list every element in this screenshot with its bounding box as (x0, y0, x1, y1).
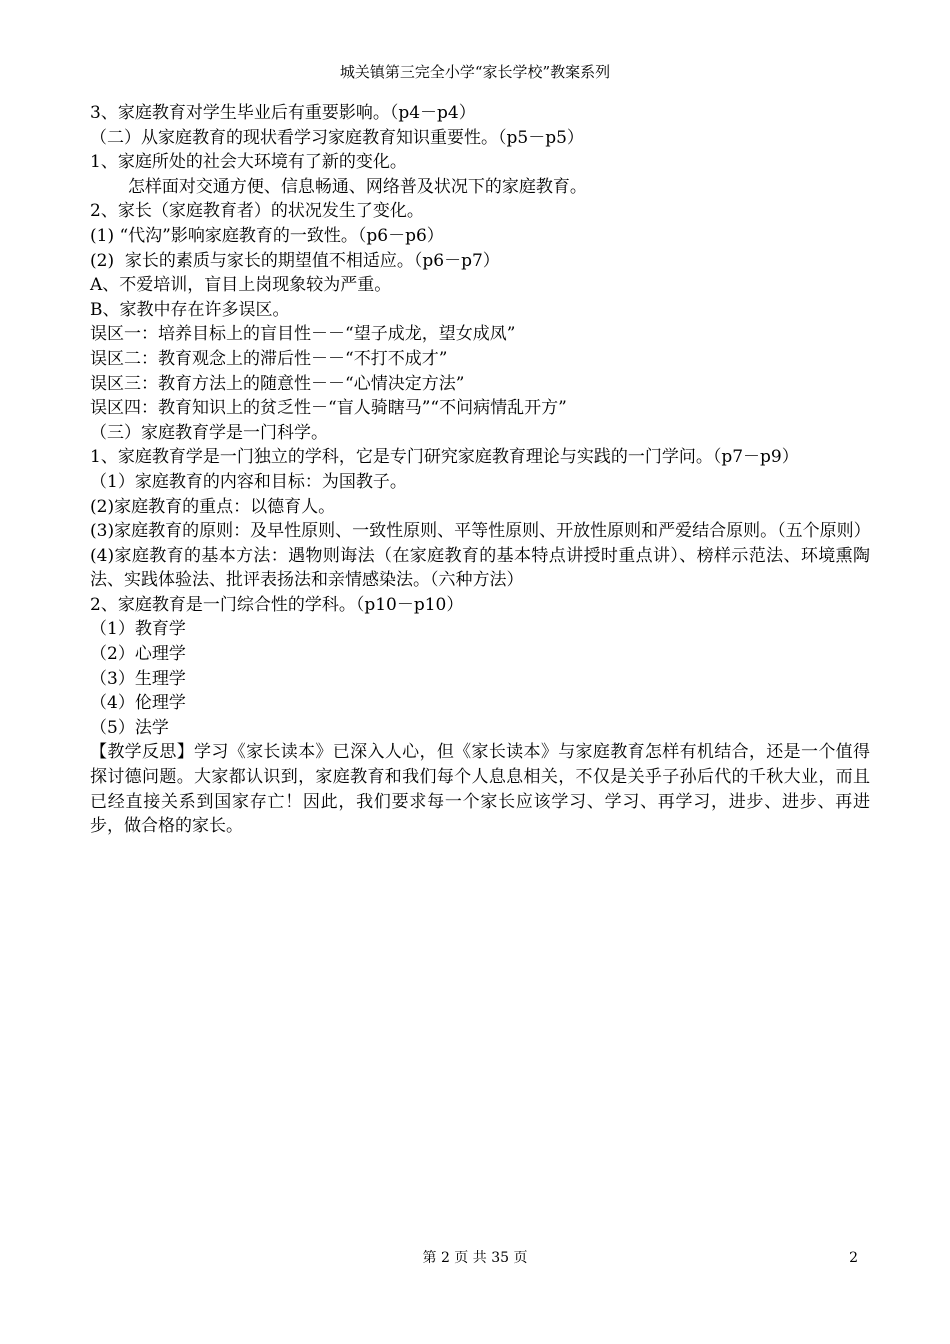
body-line: 2、家长（家庭教育者）的状况发生了变化。 (90, 201, 424, 222)
teaching-reflection: 【教学反思】学习《家长读本》已深入人心，但《家长读本》与家庭教育怎样有机结合，还是一个值得探讨德问题。大家都认识到，家庭教育和我们每个人息息相关，不仅是关乎子孙后代的千秋大业，而且已经直接关系到国家存亡！因此，我们要求每一个家长应该学习、学习、再学习，进步、进步、再进步，做合格的家长。 (90, 742, 870, 837)
body-line: 3、家庭教育对学生毕业后有重要影响。（p4－p4） (90, 103, 476, 123)
body-line: 2、家庭教育是一门综合性的学科。（p10－p10） (90, 594, 464, 615)
list-item: （5）法学 (90, 717, 169, 738)
misconception-line: 误区四：教育知识上的贫乏性－“盲人骑瞎马”“不问病情乱开方” (90, 398, 567, 419)
misconception-line: 误区一：培养目标上的盲目性－－“望子成龙，望女成凤” (90, 324, 516, 345)
misconception-line: 误区二：教育观念上的滞后性－－“不打不成才” (90, 348, 448, 369)
list-item: （4）伦理学 (90, 693, 186, 714)
body-line: （1）家庭教育的内容和目标：为国教子。 (90, 471, 407, 492)
body-line: (1) “代沟”影响家庭教育的一致性。（p6－p6） (90, 225, 444, 246)
section-heading: （二）从家庭教育的现状看学习家庭教育知识重要性。（p5－p5） (90, 127, 584, 148)
body-line: 怎样面对交通方便、信息畅通、网络普及状况下的家庭教育。 (90, 176, 587, 197)
list-item: （3）生理学 (90, 668, 186, 689)
body-line: A、不爱培训，盲目上岗现象较为严重。 (90, 275, 392, 296)
body-line: 1、家庭教育学是一门独立的学科，它是专门研究家庭教育理论与实践的一门学问。（p7－p9） (90, 447, 799, 468)
body-paragraph: (3)家庭教育的原则：及早性原则、一致性原则、平等性原则、开放性原则和严爱结合原则。（五个原则） (90, 521, 871, 542)
body-line: (2)家庭教育的重点：以德育人。 (90, 496, 336, 517)
body-paragraph: (4)家庭教育的基本方法：遇物则诲法（在家庭教育的基本特点讲授时重点讲）、榜样示范法、环境熏陶法、实践体验法、批评表扬法和亲情感染法。（六种方法） (90, 545, 870, 591)
body-line: B、家教中存在许多误区。 (90, 299, 290, 320)
section-heading: （三）家庭教育学是一门科学。 (90, 422, 328, 443)
page-footer: 第 2 页 共 35 页 (422, 1250, 528, 1266)
document-body (90, 101, 870, 839)
body-line: (2) 家长的素质与家长的期望值不相适应。（p6－p7） (90, 250, 500, 271)
body-line: 1、家庭所处的社会大环境有了新的变化。 (90, 152, 407, 173)
list-item: （1）教育学 (90, 619, 186, 640)
misconception-line: 误区三：教育方法上的随意性－－“心情决定方法” (90, 373, 465, 394)
page-header: 城关镇第三完全小学“家长学校”教案系列 (339, 63, 611, 81)
list-item: （2）心理学 (90, 644, 186, 665)
page-number: 2 (849, 1250, 858, 1266)
